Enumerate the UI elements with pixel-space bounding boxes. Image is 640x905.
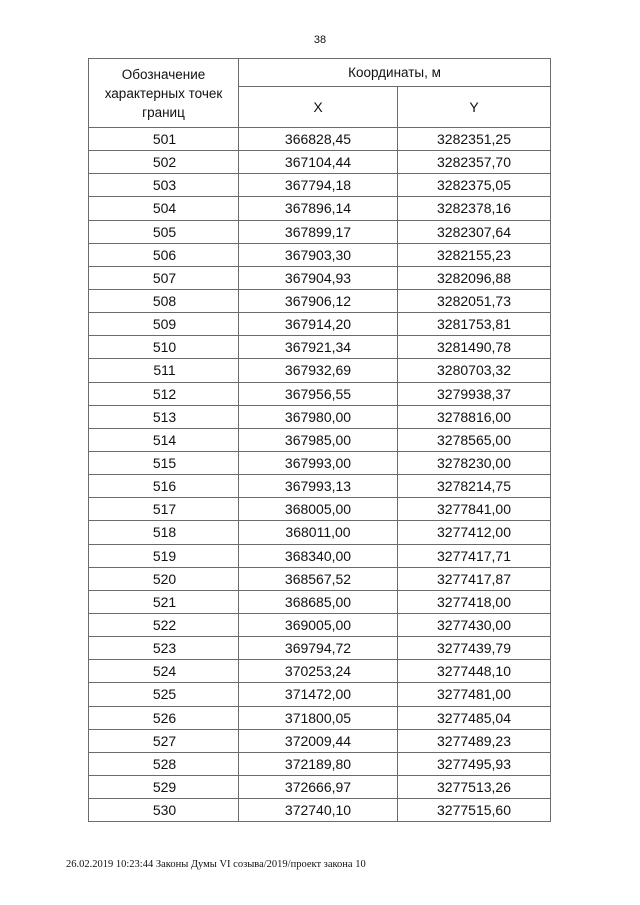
x-coordinate-cell: 367904,93 (239, 266, 398, 289)
x-coordinate-cell: 371800,05 (239, 706, 398, 729)
y-coordinate-cell: 3277417,71 (398, 544, 551, 567)
x-coordinate-cell: 367906,12 (239, 289, 398, 312)
y-coordinate-cell: 3280703,32 (398, 359, 551, 382)
y-coordinate-cell: 3278565,00 (398, 428, 551, 451)
point-id-cell: 514 (89, 428, 239, 451)
y-coordinate-cell: 3277495,93 (398, 752, 551, 775)
x-coordinate-cell: 372666,97 (239, 775, 398, 798)
x-coordinate-cell: 371472,00 (239, 683, 398, 706)
table-row (89, 197, 551, 220)
x-coordinate-cell: 367993,13 (239, 475, 398, 498)
point-id-cell: 503 (89, 174, 239, 197)
point-id-cell: 509 (89, 313, 239, 336)
coordinates-header: Координаты, м (239, 59, 551, 87)
y-coordinate-cell: 3279938,37 (398, 382, 551, 405)
point-id-cell: 515 (89, 451, 239, 474)
point-id-cell: 521 (89, 590, 239, 613)
x-coordinate-cell: 370253,24 (239, 660, 398, 683)
y-coordinate-cell: 3282378,16 (398, 197, 551, 220)
y-coordinate-cell: 3277417,87 (398, 567, 551, 590)
coordinates-table (88, 58, 551, 822)
point-id-cell: 510 (89, 336, 239, 359)
table-row (89, 382, 551, 405)
x-coordinate-cell: 369005,00 (239, 613, 398, 636)
x-coordinate-cell: 367794,18 (239, 174, 398, 197)
point-id-cell: 524 (89, 660, 239, 683)
y-coordinate-cell: 3277439,79 (398, 637, 551, 660)
x-coordinate-cell: 367896,14 (239, 197, 398, 220)
y-coordinate-cell: 3277418,00 (398, 590, 551, 613)
table-row (89, 706, 551, 729)
y-coordinate-cell: 3277430,00 (398, 613, 551, 636)
x-coordinate-cell: 367914,20 (239, 313, 398, 336)
table-row (89, 613, 551, 636)
table-row (89, 683, 551, 706)
x-column-header: X (239, 87, 398, 128)
point-id-cell: 529 (89, 775, 239, 798)
y-coordinate-cell: 3277515,60 (398, 799, 551, 822)
point-id-cell: 528 (89, 752, 239, 775)
point-id-cell: 516 (89, 475, 239, 498)
table-row (89, 128, 551, 151)
page-number: 38 (313, 34, 327, 46)
y-coordinate-cell: 3277513,26 (398, 775, 551, 798)
table-row (89, 405, 551, 428)
x-coordinate-cell: 367985,00 (239, 428, 398, 451)
y-coordinate-cell: 3277485,04 (398, 706, 551, 729)
point-id-cell: 502 (89, 151, 239, 174)
table-body (89, 128, 551, 822)
table-row (89, 567, 551, 590)
point-id-cell: 511 (89, 359, 239, 382)
table-row (89, 752, 551, 775)
x-coordinate-cell: 367956,55 (239, 382, 398, 405)
x-coordinate-cell: 367932,69 (239, 359, 398, 382)
table-row (89, 799, 551, 822)
y-coordinate-cell: 3282357,70 (398, 151, 551, 174)
y-coordinate-cell: 3277489,23 (398, 729, 551, 752)
point-id-cell: 504 (89, 197, 239, 220)
point-id-cell: 518 (89, 521, 239, 544)
point-designation-header: Обозначение характерных точек границ (89, 59, 239, 128)
table-row (89, 313, 551, 336)
y-coordinate-cell: 3277481,00 (398, 683, 551, 706)
footer-stamp: 26.02.2019 10:23:44 Законы Думы VI созыва/2019/проект закона 10 (66, 859, 366, 870)
y-coordinate-cell: 3282307,64 (398, 220, 551, 243)
table-row (89, 451, 551, 474)
y-coordinate-cell: 3277448,10 (398, 660, 551, 683)
table-row (89, 498, 551, 521)
y-coordinate-cell: 3278816,00 (398, 405, 551, 428)
point-id-cell: 507 (89, 266, 239, 289)
table-row (89, 729, 551, 752)
x-coordinate-cell: 367903,30 (239, 243, 398, 266)
table-row (89, 544, 551, 567)
point-id-cell: 506 (89, 243, 239, 266)
table-row (89, 151, 551, 174)
y-coordinate-cell: 3282051,73 (398, 289, 551, 312)
x-coordinate-cell: 367921,34 (239, 336, 398, 359)
x-coordinate-cell: 367899,17 (239, 220, 398, 243)
point-id-cell: 530 (89, 799, 239, 822)
x-coordinate-cell: 367104,44 (239, 151, 398, 174)
x-coordinate-cell: 369794,72 (239, 637, 398, 660)
table-row (89, 220, 551, 243)
x-coordinate-cell: 372740,10 (239, 799, 398, 822)
x-coordinate-cell: 368567,52 (239, 567, 398, 590)
x-coordinate-cell: 372009,44 (239, 729, 398, 752)
point-id-cell: 519 (89, 544, 239, 567)
x-coordinate-cell: 368005,00 (239, 498, 398, 521)
point-id-cell: 513 (89, 405, 239, 428)
point-id-cell: 525 (89, 683, 239, 706)
point-id-cell: 501 (89, 128, 239, 151)
y-coordinate-cell: 3282155,23 (398, 243, 551, 266)
table-row (89, 266, 551, 289)
table-row (89, 243, 551, 266)
y-coordinate-cell: 3278230,00 (398, 451, 551, 474)
y-coordinate-cell: 3282375,05 (398, 174, 551, 197)
y-coordinate-cell: 3282096,88 (398, 266, 551, 289)
table-row (89, 174, 551, 197)
y-coordinate-cell: 3282351,25 (398, 128, 551, 151)
point-id-cell: 505 (89, 220, 239, 243)
x-coordinate-cell: 372189,80 (239, 752, 398, 775)
table-row (89, 428, 551, 451)
point-id-cell: 527 (89, 729, 239, 752)
x-coordinate-cell: 368685,00 (239, 590, 398, 613)
y-coordinate-cell: 3277841,00 (398, 498, 551, 521)
y-coordinate-cell: 3277412,00 (398, 521, 551, 544)
table-row (89, 336, 551, 359)
point-id-cell: 523 (89, 637, 239, 660)
y-coordinate-cell: 3281753,81 (398, 313, 551, 336)
x-coordinate-cell: 368340,00 (239, 544, 398, 567)
y-coordinate-cell: 3281490,78 (398, 336, 551, 359)
y-column-header: Y (398, 87, 551, 128)
table-row (89, 289, 551, 312)
point-id-cell: 508 (89, 289, 239, 312)
x-coordinate-cell: 366828,45 (239, 128, 398, 151)
x-coordinate-cell: 367993,00 (239, 451, 398, 474)
table-row (89, 637, 551, 660)
point-id-cell: 522 (89, 613, 239, 636)
point-id-cell: 512 (89, 382, 239, 405)
y-coordinate-cell: 3278214,75 (398, 475, 551, 498)
point-id-cell: 526 (89, 706, 239, 729)
table-row (89, 590, 551, 613)
x-coordinate-cell: 367980,00 (239, 405, 398, 428)
x-coordinate-cell: 368011,00 (239, 521, 398, 544)
table-row (89, 660, 551, 683)
table-row (89, 775, 551, 798)
point-id-cell: 517 (89, 498, 239, 521)
table-row (89, 359, 551, 382)
table-row (89, 475, 551, 498)
point-id-cell: 520 (89, 567, 239, 590)
table-row (89, 521, 551, 544)
